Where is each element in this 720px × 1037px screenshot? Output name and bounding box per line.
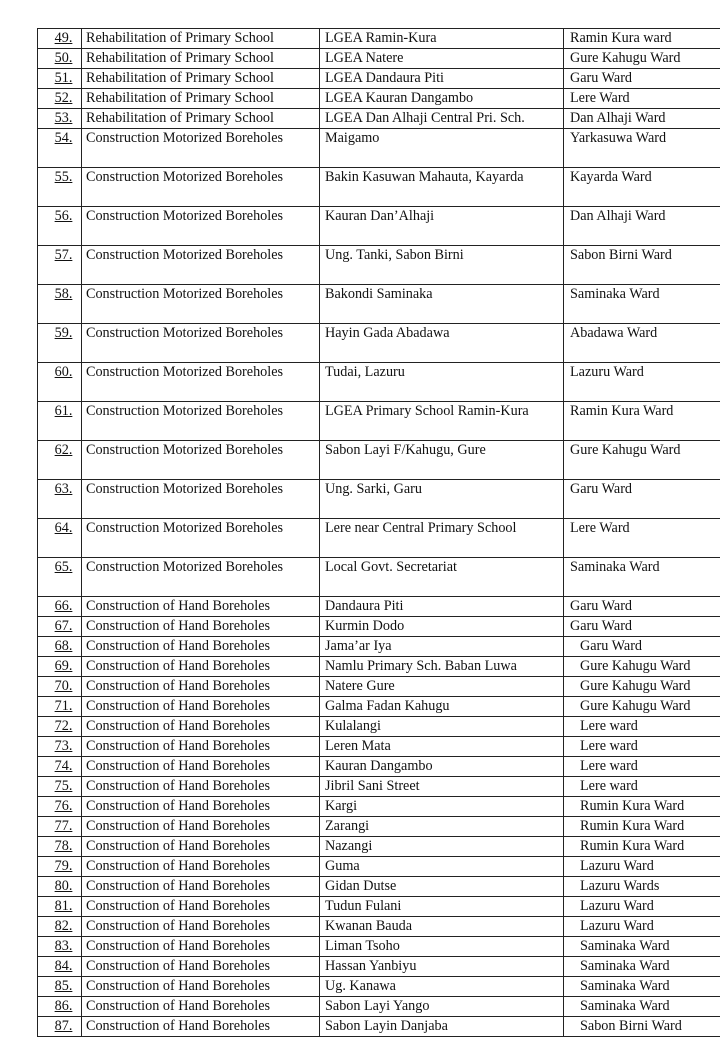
- row-number: 61.: [38, 402, 82, 441]
- location-cell: LGEA Dandaura Piti: [320, 69, 564, 89]
- table-row: [38, 697, 720, 717]
- ward-cell: Saminaka Ward: [564, 957, 720, 977]
- table-row: [38, 324, 720, 363]
- project-cell: Construction of Hand Boreholes: [82, 917, 320, 937]
- table-row: [38, 1017, 720, 1037]
- ward-cell: Dan Alhaji Ward: [564, 109, 720, 129]
- ward-cell: Rumin Kura Ward: [564, 817, 720, 837]
- table-row: [38, 597, 720, 617]
- table-row: [38, 637, 720, 657]
- location-cell: Bakondi Saminaka: [320, 285, 564, 324]
- ward-cell: Sabon Birni Ward: [564, 1017, 720, 1037]
- ward-cell: Lazuru Ward: [564, 857, 720, 877]
- row-number: 86.: [38, 997, 82, 1017]
- location-cell: Leren Mata: [320, 737, 564, 757]
- project-cell: Construction Motorized Boreholes: [82, 363, 320, 402]
- ward-cell: Gure Kahugu Ward: [564, 677, 720, 697]
- location-cell: Tudai, Lazuru: [320, 363, 564, 402]
- row-number: 57.: [38, 246, 82, 285]
- project-cell: Construction of Hand Boreholes: [82, 897, 320, 917]
- row-number: 64.: [38, 519, 82, 558]
- ward-cell: Garu Ward: [564, 637, 720, 657]
- location-cell: Kargi: [320, 797, 564, 817]
- ward-cell: Saminaka Ward: [564, 977, 720, 997]
- project-cell: Construction Motorized Boreholes: [82, 207, 320, 246]
- table-row: [38, 877, 720, 897]
- row-number: 77.: [38, 817, 82, 837]
- ward-cell: Garu Ward: [564, 597, 720, 617]
- project-cell: Rehabilitation of Primary School: [82, 89, 320, 109]
- location-cell: Maigamo: [320, 129, 564, 168]
- row-number: 50.: [38, 49, 82, 69]
- table-row: [38, 129, 720, 168]
- row-number: 70.: [38, 677, 82, 697]
- row-number: 80.: [38, 877, 82, 897]
- table-row: [38, 617, 720, 637]
- ward-cell: Lere ward: [564, 717, 720, 737]
- project-cell: Construction Motorized Boreholes: [82, 285, 320, 324]
- ward-cell: Ramin Kura Ward: [564, 402, 720, 441]
- row-number: 69.: [38, 657, 82, 677]
- ward-cell: Garu Ward: [564, 617, 720, 637]
- location-cell: Tudun Fulani: [320, 897, 564, 917]
- table-row: [38, 737, 720, 757]
- row-number: 74.: [38, 757, 82, 777]
- table-row: [38, 49, 720, 69]
- project-cell: Rehabilitation of Primary School: [82, 109, 320, 129]
- project-cell: Construction of Hand Boreholes: [82, 937, 320, 957]
- ward-cell: Saminaka Ward: [564, 997, 720, 1017]
- table-row: [38, 777, 720, 797]
- ward-cell: Saminaka Ward: [564, 285, 720, 324]
- table-row: [38, 519, 720, 558]
- project-cell: Construction of Hand Boreholes: [82, 757, 320, 777]
- ward-cell: Dan Alhaji Ward: [564, 207, 720, 246]
- project-cell: Construction of Hand Boreholes: [82, 637, 320, 657]
- location-cell: Sabon Layi Yango: [320, 997, 564, 1017]
- row-number: 56.: [38, 207, 82, 246]
- ward-cell: Lere ward: [564, 757, 720, 777]
- location-cell: Namlu Primary Sch. Baban Luwa: [320, 657, 564, 677]
- project-cell: Construction of Hand Boreholes: [82, 677, 320, 697]
- location-cell: Ug. Kanawa: [320, 977, 564, 997]
- location-cell: Jama’ar Iya: [320, 637, 564, 657]
- ward-cell: Saminaka Ward: [564, 558, 720, 597]
- location-cell: Sabon Layi F/Kahugu, Gure: [320, 441, 564, 480]
- location-cell: LGEA Kauran Dangambo: [320, 89, 564, 109]
- table-row: [38, 480, 720, 519]
- project-cell: Construction of Hand Boreholes: [82, 737, 320, 757]
- projects-table-body: [38, 29, 720, 1037]
- project-cell: Construction of Hand Boreholes: [82, 597, 320, 617]
- table-row: [38, 857, 720, 877]
- row-number: 71.: [38, 697, 82, 717]
- project-cell: Rehabilitation of Primary School: [82, 29, 320, 49]
- row-number: 78.: [38, 837, 82, 857]
- row-number: 51.: [38, 69, 82, 89]
- location-cell: Sabon Layin Danjaba: [320, 1017, 564, 1037]
- ward-cell: Yarkasuwa Ward: [564, 129, 720, 168]
- ward-cell: Garu Ward: [564, 69, 720, 89]
- table-row: [38, 168, 720, 207]
- table-row: [38, 897, 720, 917]
- project-cell: Construction Motorized Boreholes: [82, 519, 320, 558]
- table-row: [38, 109, 720, 129]
- project-cell: Rehabilitation of Primary School: [82, 69, 320, 89]
- row-number: 65.: [38, 558, 82, 597]
- table-row: [38, 997, 720, 1017]
- project-cell: Construction of Hand Boreholes: [82, 657, 320, 677]
- row-number: 85.: [38, 977, 82, 997]
- table-row: [38, 797, 720, 817]
- project-cell: Construction of Hand Boreholes: [82, 997, 320, 1017]
- ward-cell: Lere Ward: [564, 519, 720, 558]
- ward-cell: Kayarda Ward: [564, 168, 720, 207]
- row-number: 76.: [38, 797, 82, 817]
- ward-cell: Lazuru Ward: [564, 897, 720, 917]
- table-row: [38, 441, 720, 480]
- row-number: 53.: [38, 109, 82, 129]
- location-cell: Ung. Sarki, Garu: [320, 480, 564, 519]
- ward-cell: Lere ward: [564, 777, 720, 797]
- table-row: [38, 937, 720, 957]
- project-cell: Construction of Hand Boreholes: [82, 797, 320, 817]
- location-cell: Kwanan Bauda: [320, 917, 564, 937]
- ward-cell: Lazuru Ward: [564, 917, 720, 937]
- table-row: [38, 89, 720, 109]
- ward-cell: Sabon Birni Ward: [564, 246, 720, 285]
- project-cell: Construction Motorized Boreholes: [82, 129, 320, 168]
- table-row: [38, 29, 720, 49]
- table-row: [38, 69, 720, 89]
- location-cell: Liman Tsoho: [320, 937, 564, 957]
- project-cell: Construction Motorized Boreholes: [82, 558, 320, 597]
- table-row: [38, 402, 720, 441]
- ward-cell: Gure Kahugu Ward: [564, 49, 720, 69]
- row-number: 52.: [38, 89, 82, 109]
- location-cell: Zarangi: [320, 817, 564, 837]
- row-number: 72.: [38, 717, 82, 737]
- ward-cell: Lere Ward: [564, 89, 720, 109]
- ward-cell: Gure Kahugu Ward: [564, 697, 720, 717]
- row-number: 54.: [38, 129, 82, 168]
- project-cell: Construction of Hand Boreholes: [82, 837, 320, 857]
- row-number: 82.: [38, 917, 82, 937]
- table-row: [38, 817, 720, 837]
- location-cell: Gidan Dutse: [320, 877, 564, 897]
- table-row: [38, 957, 720, 977]
- table-row: [38, 837, 720, 857]
- location-cell: Jibril Sani Street: [320, 777, 564, 797]
- location-cell: Kurmin Dodo: [320, 617, 564, 637]
- project-cell: Construction of Hand Boreholes: [82, 817, 320, 837]
- projects-table: [37, 28, 720, 1037]
- project-cell: Construction of Hand Boreholes: [82, 1017, 320, 1037]
- row-number: 58.: [38, 285, 82, 324]
- row-number: 62.: [38, 441, 82, 480]
- row-number: 59.: [38, 324, 82, 363]
- location-cell: Local Govt. Secretariat: [320, 558, 564, 597]
- table-row: [38, 246, 720, 285]
- project-cell: Construction Motorized Boreholes: [82, 246, 320, 285]
- row-number: 81.: [38, 897, 82, 917]
- location-cell: Ung. Tanki, Sabon Birni: [320, 246, 564, 285]
- row-number: 79.: [38, 857, 82, 877]
- ward-cell: Rumin Kura Ward: [564, 797, 720, 817]
- project-cell: Rehabilitation of Primary School: [82, 49, 320, 69]
- row-number: 55.: [38, 168, 82, 207]
- table-row: [38, 677, 720, 697]
- location-cell: LGEA Ramin-Kura: [320, 29, 564, 49]
- location-cell: Natere Gure: [320, 677, 564, 697]
- project-cell: Construction Motorized Boreholes: [82, 324, 320, 363]
- location-cell: Dandaura Piti: [320, 597, 564, 617]
- location-cell: Guma: [320, 857, 564, 877]
- location-cell: LGEA Natere: [320, 49, 564, 69]
- row-number: 73.: [38, 737, 82, 757]
- location-cell: LGEA Dan Alhaji Central Pri. Sch.: [320, 109, 564, 129]
- table-row: [38, 717, 720, 737]
- location-cell: Galma Fadan Kahugu: [320, 697, 564, 717]
- ward-cell: Lazuru Ward: [564, 363, 720, 402]
- location-cell: Kauran Dangambo: [320, 757, 564, 777]
- table-row: [38, 757, 720, 777]
- row-number: 84.: [38, 957, 82, 977]
- table-row: [38, 977, 720, 997]
- project-cell: Construction Motorized Boreholes: [82, 402, 320, 441]
- project-cell: Construction of Hand Boreholes: [82, 957, 320, 977]
- ward-cell: Abadawa Ward: [564, 324, 720, 363]
- ward-cell: Gure Kahugu Ward: [564, 657, 720, 677]
- ward-cell: Garu Ward: [564, 480, 720, 519]
- project-cell: Construction of Hand Boreholes: [82, 877, 320, 897]
- location-cell: Kulalangi: [320, 717, 564, 737]
- row-number: 75.: [38, 777, 82, 797]
- location-cell: Hayin Gada Abadawa: [320, 324, 564, 363]
- ward-cell: Gure Kahugu Ward: [564, 441, 720, 480]
- row-number: 49.: [38, 29, 82, 49]
- location-cell: LGEA Primary School Ramin-Kura: [320, 402, 564, 441]
- project-cell: Construction of Hand Boreholes: [82, 617, 320, 637]
- row-number: 83.: [38, 937, 82, 957]
- ward-cell: Rumin Kura Ward: [564, 837, 720, 857]
- project-cell: Construction of Hand Boreholes: [82, 977, 320, 997]
- location-cell: Nazangi: [320, 837, 564, 857]
- project-cell: Construction of Hand Boreholes: [82, 697, 320, 717]
- row-number: 67.: [38, 617, 82, 637]
- table-row: [38, 207, 720, 246]
- table-row: [38, 363, 720, 402]
- ward-cell: Lazuru Wards: [564, 877, 720, 897]
- location-cell: Hassan Yanbiyu: [320, 957, 564, 977]
- ward-cell: Saminaka Ward: [564, 937, 720, 957]
- project-cell: Construction of Hand Boreholes: [82, 777, 320, 797]
- row-number: 66.: [38, 597, 82, 617]
- row-number: 68.: [38, 637, 82, 657]
- table-row: [38, 285, 720, 324]
- table-row: [38, 558, 720, 597]
- table-row: [38, 657, 720, 677]
- table-row: [38, 917, 720, 937]
- project-cell: Construction Motorized Boreholes: [82, 441, 320, 480]
- ward-cell: Ramin Kura ward: [564, 29, 720, 49]
- project-cell: Construction of Hand Boreholes: [82, 717, 320, 737]
- location-cell: Lere near Central Primary School: [320, 519, 564, 558]
- location-cell: Kauran Dan’Alhaji: [320, 207, 564, 246]
- project-cell: Construction Motorized Boreholes: [82, 480, 320, 519]
- location-cell: Bakin Kasuwan Mahauta, Kayarda: [320, 168, 564, 207]
- row-number: 60.: [38, 363, 82, 402]
- row-number: 87.: [38, 1017, 82, 1037]
- row-number: 63.: [38, 480, 82, 519]
- ward-cell: Lere ward: [564, 737, 720, 757]
- project-cell: Construction of Hand Boreholes: [82, 857, 320, 877]
- project-cell: Construction Motorized Boreholes: [82, 168, 320, 207]
